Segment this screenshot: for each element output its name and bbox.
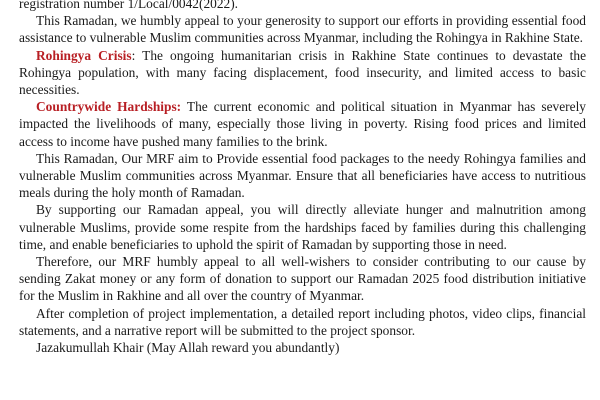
paragraph-text: This Ramadan, we humbly appeal to your generosity to support our efforts in providing essential food assistance to vulnerable Muslim communities across Myanmar, including the Rohingya in Rakhine State. [19,13,586,46]
paragraph-text: registration number 1/Local/0042(2022). [19,0,239,11]
paragraph-countrywide-hardships [19,98,586,150]
paragraph-text: After completion of project implementation, a detailed report including photos, video clips, financial statements, and a narrative report will be submitted to the project sponsor. [19,305,586,338]
paragraph-appeal [19,12,586,46]
paragraph-text: By supporting our Ramadan appeal, you will directly alleviate hunger and malnutrition among vulnerable Muslims, provide some respite from the hardships faced by families during this challenging time, and enable beneficiaries to uphold the spirit of Ramadan by supporting those in need. [19,202,586,252]
paragraph-report [19,305,586,339]
rohingya-crisis-heading: Rohingya Crisis [36,47,132,63]
paragraph-text: Jazakumullah Khair (May Allah reward you abundantly) [36,340,340,356]
paragraph-text: Therefore, our MRF humbly appeal to all well-wishers to consider contributing to our cause by sending Zakat money or any form of donation to support our Ramadan 2025 food distribution initiative for the Muslim in Rakhine and all over the country of Myanmar. [19,254,586,304]
paragraph-text: The current economic and political situation in Myanmar has severely impacted the livelihoods of many, especially those living in poverty. Rising food prices and limited access to income have pushed many families to the brink. [19,99,586,149]
paragraph-closing [19,339,586,356]
countrywide-hardships-heading: Countrywide Hardships: [36,99,182,115]
paragraph-text: : The ongoing humanitarian crisis in Rakhine State continues to devastate the Rohingya population, with many facing displacement, food insecurity, and limited access to basic necessities. [19,47,587,98]
paragraph-registration [19,0,586,12]
paragraph-mrf-aim [19,150,586,202]
paragraph-therefore [19,253,586,305]
paragraph-supporting [19,201,586,253]
paragraph-text: This Ramadan, Our MRF aim to Provide essential food packages to the needy Rohingya families and vulnerable Muslim communities across Myanmar. Ensure that all beneficiaries have access to nutritious meals during the holy month of Ramadan. [19,150,586,201]
paragraph-rohingya-crisis [19,47,586,99]
